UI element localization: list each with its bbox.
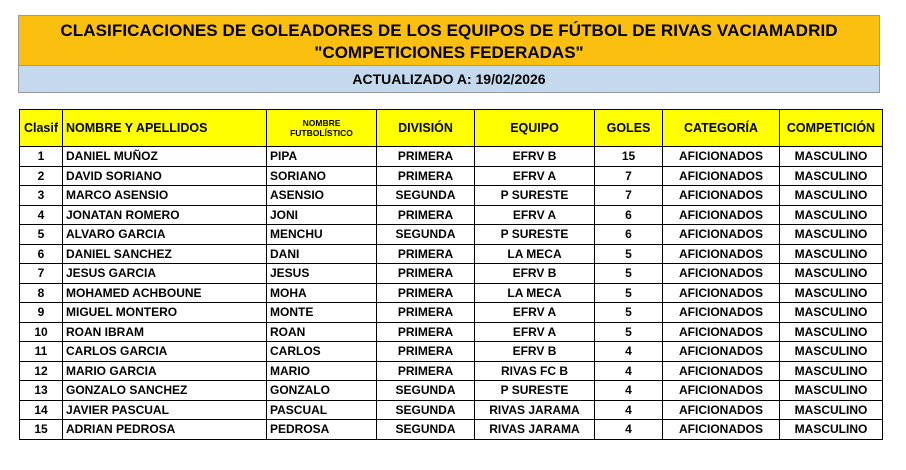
header-nickname-line-2: FUTBOLÍSTICO [290,128,353,138]
cell-name: MARCO ASENSIO [63,186,267,206]
cell-rank: 10 [20,322,63,342]
cell-category: AFICIONADOS [663,186,780,206]
cell-division: SEGUNDA [377,186,475,206]
title-line-2: "COMPETICIONES FEDERADAS" [314,43,584,62]
cell-competition: MASCULINO [780,186,883,206]
updated-date: ACTUALIZADO A: 19/02/2026 [18,66,880,93]
cell-competition: MASCULINO [780,322,883,342]
cell-team: RIVAS JARAMA [475,420,595,440]
cell-name: MOHAMED ACHBOUNE [63,283,267,303]
cell-division: SEGUNDA [377,225,475,245]
cell-nickname: GONZALO [267,381,377,401]
cell-goals: 5 [595,264,663,284]
cell-division: PRIMERA [377,303,475,323]
cell-rank: 1 [20,147,63,167]
cell-team: P SURESTE [475,225,595,245]
cell-nickname: SORIANO [267,166,377,186]
cell-goals: 7 [595,186,663,206]
cell-category: AFICIONADOS [663,361,780,381]
cell-team: EFRV A [475,205,595,225]
header-goals: GOLES [595,110,663,147]
cell-nickname: CARLOS [267,342,377,362]
scorers-table [19,109,883,440]
cell-goals: 4 [595,361,663,381]
cell-name: JAVIER PASCUAL [63,400,267,420]
cell-team: EFRV A [475,303,595,323]
table-row [20,322,883,342]
cell-competition: MASCULINO [780,283,883,303]
cell-rank: 6 [20,244,63,264]
title-banner [18,15,880,66]
cell-competition: MASCULINO [780,400,883,420]
table-row [20,205,883,225]
cell-team: EFRV B [475,264,595,284]
cell-competition: MASCULINO [780,225,883,245]
cell-competition: MASCULINO [780,381,883,401]
cell-category: AFICIONADOS [663,322,780,342]
cell-rank: 3 [20,186,63,206]
cell-team: EFRV B [475,147,595,167]
cell-division: SEGUNDA [377,381,475,401]
cell-nickname: MENCHU [267,225,377,245]
cell-competition: MASCULINO [780,420,883,440]
cell-category: AFICIONADOS [663,264,780,284]
cell-category: AFICIONADOS [663,400,780,420]
cell-goals: 5 [595,244,663,264]
cell-division: PRIMERA [377,205,475,225]
table-row [20,400,883,420]
cell-category: AFICIONADOS [663,205,780,225]
cell-rank: 11 [20,342,63,362]
cell-division: PRIMERA [377,361,475,381]
cell-name: JONATAN ROMERO [63,205,267,225]
cell-category: AFICIONADOS [663,147,780,167]
cell-rank: 8 [20,283,63,303]
cell-competition: MASCULINO [780,303,883,323]
cell-team: LA MECA [475,283,595,303]
cell-rank: 14 [20,400,63,420]
header-row [20,110,883,147]
cell-goals: 4 [595,420,663,440]
cell-team: P SURESTE [475,381,595,401]
cell-nickname: ROAN [267,322,377,342]
cell-competition: MASCULINO [780,205,883,225]
table-row [20,283,883,303]
cell-name: ADRIAN PEDROSA [63,420,267,440]
cell-nickname: PIPA [267,147,377,167]
cell-name: CARLOS GARCIA [63,342,267,362]
cell-rank: 2 [20,166,63,186]
table-row [20,420,883,440]
cell-name: JESUS GARCIA [63,264,267,284]
cell-goals: 4 [595,342,663,362]
table-row [20,361,883,381]
cell-goals: 4 [595,381,663,401]
cell-name: ALVARO GARCIA [63,225,267,245]
cell-category: AFICIONADOS [663,166,780,186]
cell-category: AFICIONADOS [663,244,780,264]
cell-goals: 7 [595,166,663,186]
table-row [20,303,883,323]
cell-division: SEGUNDA [377,420,475,440]
cell-competition: MASCULINO [780,264,883,284]
cell-competition: MASCULINO [780,342,883,362]
table-row [20,381,883,401]
cell-nickname: PEDROSA [267,420,377,440]
cell-goals: 5 [595,283,663,303]
header-name: NOMBRE Y APELLIDOS [63,110,267,147]
cell-competition: MASCULINO [780,244,883,264]
cell-team: EFRV A [475,166,595,186]
cell-name: MIGUEL MONTERO [63,303,267,323]
table-row [20,225,883,245]
cell-competition: MASCULINO [780,361,883,381]
cell-rank: 12 [20,361,63,381]
title-line-1: CLASIFICACIONES DE GOLEADORES DE LOS EQUIPOS DE FÚTBOL DE RIVAS VACIAMADRID [60,21,838,40]
header-nickname-line-1: NOMBRE [302,118,341,128]
cell-nickname: PASCUAL [267,400,377,420]
cell-nickname: ASENSIO [267,186,377,206]
cell-rank: 4 [20,205,63,225]
cell-goals: 6 [595,225,663,245]
cell-name: DANIEL MUÑOZ [63,147,267,167]
cell-goals: 4 [595,400,663,420]
cell-nickname: MARIO [267,361,377,381]
cell-nickname: MOHA [267,283,377,303]
table-row [20,244,883,264]
cell-category: AFICIONADOS [663,381,780,401]
cell-competition: MASCULINO [780,147,883,167]
table-row [20,264,883,284]
cell-team: P SURESTE [475,186,595,206]
cell-rank: 7 [20,264,63,284]
cell-team: RIVAS JARAMA [475,400,595,420]
cell-team: EFRV B [475,342,595,362]
table-row [20,166,883,186]
cell-division: PRIMERA [377,244,475,264]
cell-nickname: JONI [267,205,377,225]
table-row [20,186,883,206]
cell-rank: 9 [20,303,63,323]
cell-name: DAVID SORIANO [63,166,267,186]
cell-rank: 13 [20,381,63,401]
cell-division: PRIMERA [377,166,475,186]
cell-team: LA MECA [475,244,595,264]
cell-name: DANIEL SANCHEZ [63,244,267,264]
cell-team: EFRV A [475,322,595,342]
cell-division: PRIMERA [377,322,475,342]
cell-category: AFICIONADOS [663,342,780,362]
cell-division: PRIMERA [377,283,475,303]
header-division: DIVISIÓN [377,110,475,147]
cell-name: MARIO GARCIA [63,361,267,381]
header-nickname [267,110,377,147]
cell-competition: MASCULINO [780,166,883,186]
cell-division: PRIMERA [377,342,475,362]
table-row [20,147,883,167]
header-competition: COMPETICIÓN [780,110,883,147]
cell-nickname: MONTE [267,303,377,323]
cell-nickname: JESUS [267,264,377,284]
cell-division: PRIMERA [377,264,475,284]
cell-team: RIVAS FC B [475,361,595,381]
table-row [20,342,883,362]
cell-name: GONZALO SANCHEZ [63,381,267,401]
cell-goals: 6 [595,205,663,225]
header-category: CATEGORÍA [663,110,780,147]
cell-category: AFICIONADOS [663,420,780,440]
cell-nickname: DANI [267,244,377,264]
cell-goals: 5 [595,322,663,342]
cell-name: ROAN IBRAM [63,322,267,342]
header-rank: Clasif [20,110,63,147]
cell-goals: 15 [595,147,663,167]
cell-division: SEGUNDA [377,400,475,420]
cell-rank: 5 [20,225,63,245]
cell-category: AFICIONADOS [663,283,780,303]
cell-rank: 15 [20,420,63,440]
cell-category: AFICIONADOS [663,303,780,323]
cell-category: AFICIONADOS [663,225,780,245]
cell-goals: 5 [595,303,663,323]
cell-division: PRIMERA [377,147,475,167]
header-team: EQUIPO [475,110,595,147]
